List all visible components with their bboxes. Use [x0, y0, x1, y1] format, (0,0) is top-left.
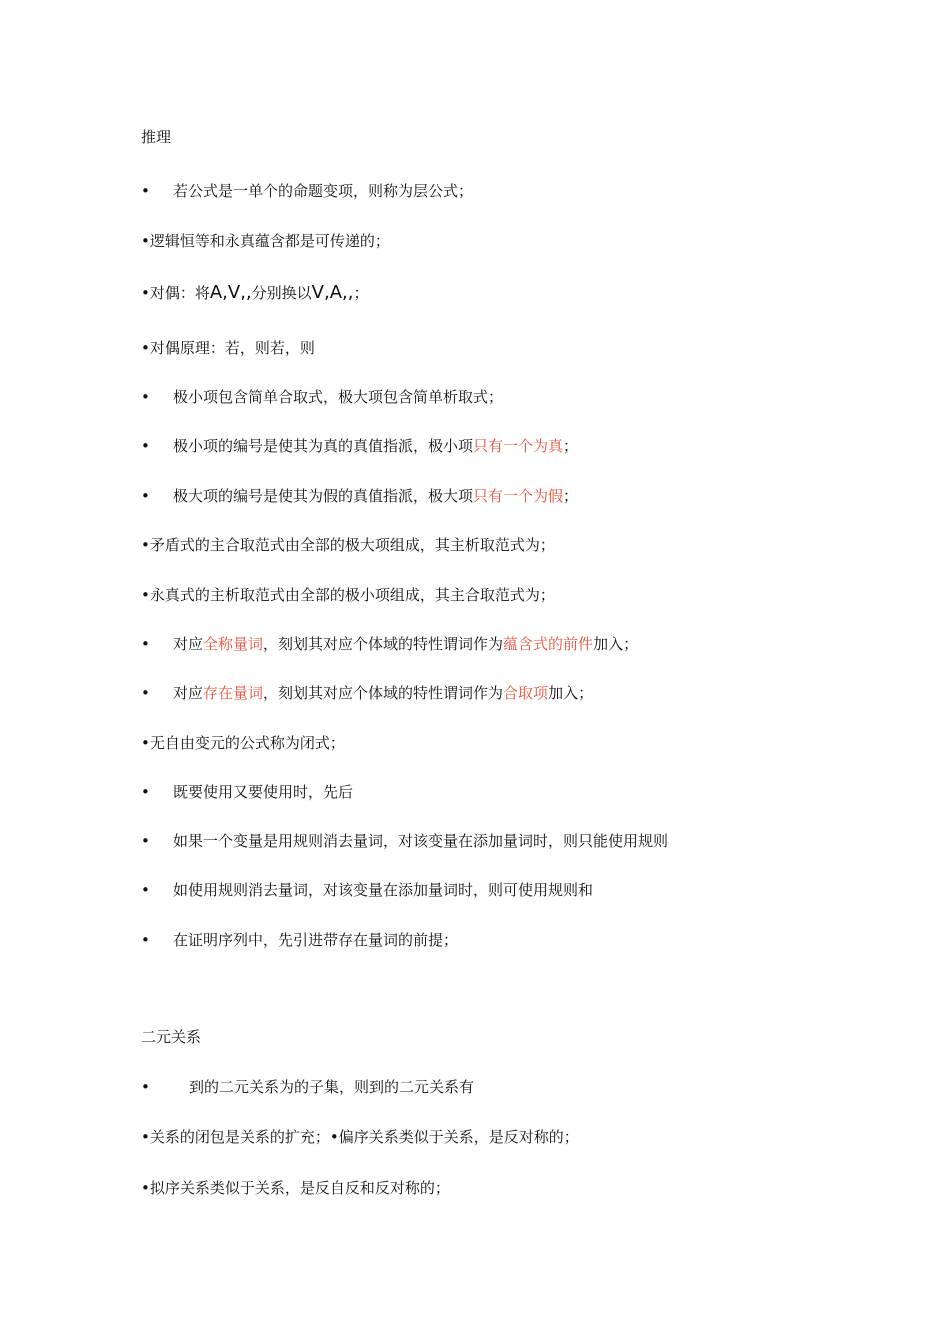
- item-3: [141, 283, 368, 303]
- item-11-a: 对应: [173, 684, 204, 702]
- item-8: •矛盾式的主合取范式由全部的极大项组成，其主析取范式为；: [141, 536, 555, 554]
- bullet: •: [141, 684, 150, 702]
- item-11: [173, 683, 593, 703]
- item-3-symbols-b: V,A,,: [311, 282, 354, 303]
- item-9: •永真式的主析取范式由全部的极小项组成，其主合取范式为；: [141, 586, 555, 604]
- item-2: •逻辑恒等和永真蕴含都是可传递的；: [141, 232, 390, 250]
- item-13: 既要使用又要使用时，先后: [173, 783, 354, 801]
- item-11-c: ，刻划其对应个体域的特性谓词作为: [263, 684, 504, 702]
- bullet: •: [141, 1078, 150, 1096]
- item-10-highlight-1: 全称量词: [203, 635, 264, 653]
- item-11-highlight-1: 存在量词: [203, 684, 264, 702]
- item-15: 如使用规则消去量词，对该变量在添加量词时，则可使用规则和: [173, 881, 594, 899]
- item-3-e: ；: [353, 284, 369, 302]
- item-6-highlight: 只有一个为真: [473, 437, 564, 455]
- item-6: [173, 436, 578, 456]
- item-10-highlight-2: 蕴含式的前件: [503, 635, 594, 653]
- item-14: 如果一个变量是用规则消去量词，对该变量在添加量词时，则只能使用规则: [173, 832, 669, 850]
- bullet: •: [141, 783, 150, 801]
- item-10: [173, 634, 638, 654]
- item-11-highlight-2: 合取项: [503, 684, 549, 702]
- item-3-c: 分别换以: [251, 284, 312, 302]
- relation-item-1: 到的二元关系为的子集，则到的二元关系有: [189, 1078, 475, 1096]
- section-title-inference: 推理: [141, 128, 172, 146]
- section-title-relation: 二元关系: [141, 1028, 202, 1046]
- relation-item-3: •拟序关系类似于关系，是反自反和反对称的；: [141, 1179, 450, 1197]
- item-6-a: 极小项的编号是使其为真的真值指派，极小项: [173, 437, 474, 455]
- item-10-a: 对应: [173, 635, 204, 653]
- item-16: 在证明序列中，先引进带存在量词的前提；: [173, 931, 459, 949]
- item-7-highlight: 只有一个为假: [473, 487, 564, 505]
- bullet: •: [141, 931, 150, 949]
- bullet: •: [141, 832, 150, 850]
- bullet: •: [141, 635, 150, 653]
- bullet: •: [141, 437, 150, 455]
- item-4: •对偶原理：若，则若，则: [141, 339, 315, 357]
- item-3-symbols-a: A,V,,: [209, 282, 252, 303]
- item-7-a: 极大项的编号是使其为假的真值指派，极大项: [173, 487, 474, 505]
- item-5: 极小项包含简单合取式，极大项包含简单析取式；: [173, 388, 504, 406]
- bullet: •: [141, 182, 150, 200]
- item-11-e: 加入；: [548, 684, 594, 702]
- bullet: •: [141, 881, 150, 899]
- item-10-e: 加入；: [593, 635, 639, 653]
- item-7-c: ；: [563, 487, 579, 505]
- item-3-a: •对偶：将: [141, 284, 210, 302]
- item-10-c: ，刻划其对应个体域的特性谓词作为: [263, 635, 504, 653]
- item-6-c: ；: [563, 437, 579, 455]
- item-1: 若公式是一单个的命题变项，则称为层公式；: [173, 182, 474, 200]
- bullet: •: [141, 487, 150, 505]
- relation-item-2: •关系的闭包是关系的扩充；•偏序关系类似于关系，是反对称的；: [141, 1128, 579, 1146]
- bullet: •: [141, 388, 150, 406]
- item-12: •无自由变元的公式称为闭式；: [141, 734, 345, 752]
- item-7: [173, 486, 578, 506]
